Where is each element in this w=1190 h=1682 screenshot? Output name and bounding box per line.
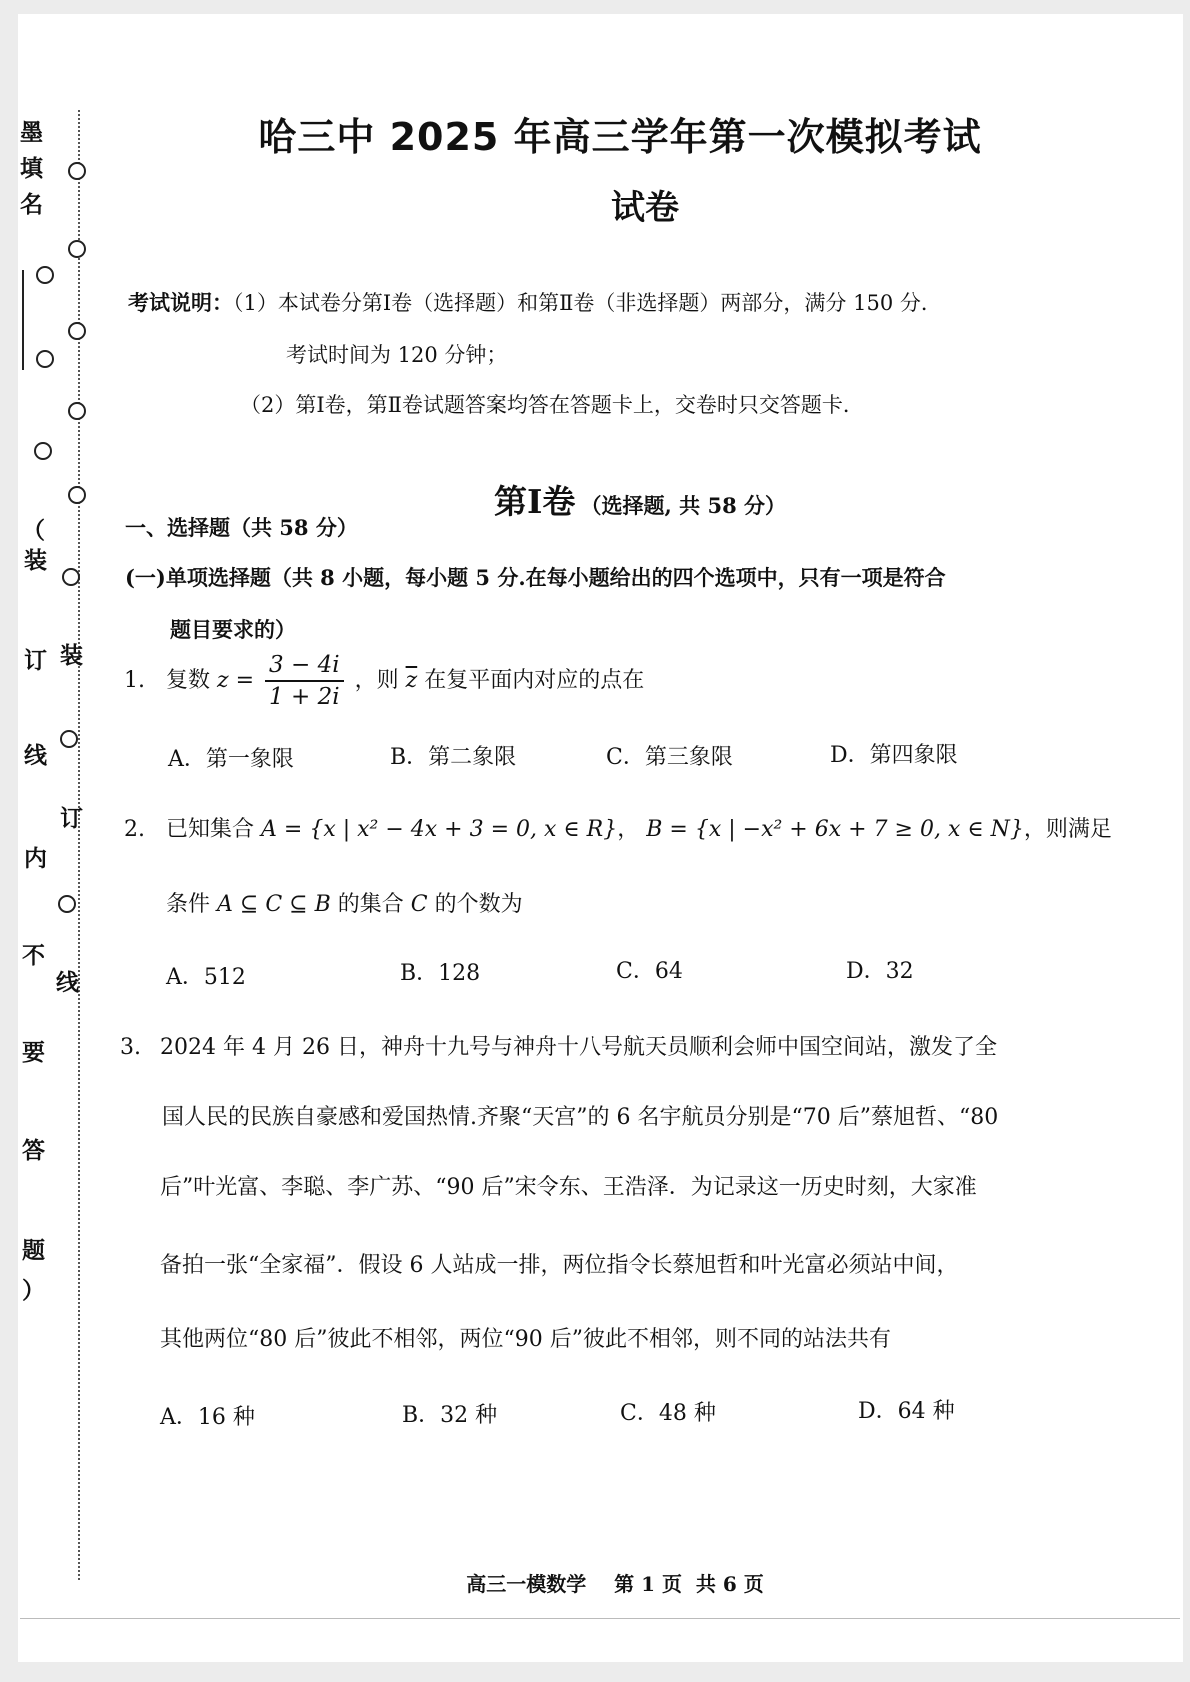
- volume-title: 第Ⅰ卷: [494, 482, 576, 521]
- question-number: 1.: [124, 668, 145, 693]
- question-3-line-3: 后”叶光富、李聪、李广苏、“90 后”宋令东、王浩泽．为记录这一历史时刻，大家准: [160, 1175, 977, 1200]
- question-text: 条件: [166, 892, 211, 917]
- margin-char: 订: [24, 648, 47, 674]
- question-number: 2.: [124, 817, 145, 842]
- question-2-line-1: [124, 812, 1112, 843]
- binding-hole-icon: [68, 162, 86, 180]
- instructions-item-1-cont: 考试时间为 120 分钟；: [286, 343, 508, 367]
- question-number: 3.: [120, 1035, 141, 1060]
- binding-hole-icon: [36, 266, 54, 284]
- question-text: 的个数为: [434, 892, 523, 917]
- section-subheading: (一)单项选择题（共 8 小题，每小题 5 分.在每小题给出的四个选项中，只有一项是符合: [125, 565, 946, 590]
- option-b: B．32 种: [402, 1403, 498, 1428]
- question-3-line-2: 国人民的民族自豪感和爱国热情.齐聚“天宫”的 6 名宇航员分别是“70 后”蔡旭哲、“80: [162, 1105, 999, 1130]
- binding-hole-icon: [34, 442, 52, 460]
- margin-char: 装: [60, 643, 83, 669]
- fraction-denominator: 1 + 2i: [269, 684, 340, 710]
- conjugate-z: $\overline{z}$: [405, 668, 418, 693]
- binding-hole-icon: [68, 240, 86, 258]
- exam-title: 哈三中 2025 年高三学年第一次模拟考试: [258, 115, 982, 159]
- section-heading: 一、选择题（共 58 分）: [125, 515, 358, 540]
- fraction-numerator: 3 − 4i: [265, 652, 344, 682]
- margin-char: 订: [60, 806, 83, 832]
- margin-char: 线: [24, 743, 47, 769]
- subset-condition: A ⊆ C ⊆ B: [217, 892, 331, 917]
- option-b: B．第二象限: [390, 745, 517, 770]
- option-a: A．第一象限: [168, 747, 294, 772]
- question-text: 复数: [166, 668, 211, 693]
- instructions-label: 考试说明：: [128, 290, 233, 315]
- binding-hole-icon: [68, 322, 86, 340]
- option-d: D．32: [846, 959, 914, 984]
- divider: [20, 1618, 1180, 1619]
- question-text: 的集合: [337, 892, 404, 917]
- question-text: ，则: [354, 668, 399, 693]
- set-a-expression: A = {x | x² − 4x + 3 = 0, x ∈ R}: [261, 817, 618, 842]
- option-c: C．48 种: [620, 1401, 716, 1426]
- fraction: [265, 652, 344, 710]
- margin-char: 不: [22, 943, 45, 969]
- binding-hole-icon: [36, 350, 54, 368]
- option-d: D．第四象限: [830, 743, 958, 768]
- margin-char: （: [22, 518, 45, 544]
- set-b-expression: B = {x | −x² + 6x + 7 ≥ 0, x ∈ N}: [646, 817, 1024, 842]
- question-3-line-5: 其他两位“80 后”彼此不相邻，两位“90 后”彼此不相邻，则不同的站法共有: [160, 1327, 891, 1352]
- question-text: 在复平面内对应的点在: [424, 668, 645, 693]
- instructions-item-2: （2）第Ⅰ卷，第Ⅱ卷试题答案均答在答题卡上，交卷时只交答题卡．: [240, 393, 864, 417]
- exam-subtitle: 试卷: [611, 188, 679, 228]
- question-text: 2024 年 4 月 26 日，神舟十九号与神舟十八号航天员顺利会师中国空间站，激发了全: [160, 1035, 997, 1060]
- volume-note: （选择题, 共 58 分）: [580, 493, 786, 518]
- margin-char: 要: [22, 1040, 45, 1066]
- page-footer: 高三一模数学 第 1 页 共 6 页: [466, 1572, 764, 1596]
- option-a: A．16 种: [160, 1405, 255, 1430]
- binding-hole-icon: [58, 895, 76, 913]
- question-text: ，则满足: [1023, 817, 1112, 842]
- margin-char: 墨: [20, 120, 43, 146]
- option-a: A．512: [166, 965, 246, 990]
- margin-char: ）: [22, 1278, 45, 1304]
- instructions-line-1: [128, 287, 942, 317]
- option-d: D．64 种: [858, 1399, 955, 1424]
- instructions-item-1: （1）本试卷分第Ⅰ卷（选择题）和第Ⅱ卷（非选择题）两部分，满分 150 分．: [233, 291, 942, 315]
- question-1: [124, 652, 644, 710]
- binding-hole-icon: [68, 402, 86, 420]
- math-var: z =: [217, 668, 255, 693]
- margin-char: 答: [22, 1138, 45, 1164]
- question-2-line-2: [166, 887, 523, 918]
- question-3-line-1: [120, 1030, 997, 1061]
- binding-hole-icon: [62, 568, 80, 586]
- margin-char: 装: [24, 548, 47, 574]
- question-text: 已知集合: [166, 817, 255, 842]
- binding-bar: [22, 270, 24, 370]
- binding-hole-icon: [60, 730, 78, 748]
- margin-char: 填: [20, 156, 43, 182]
- margin-char: 题: [22, 1238, 45, 1264]
- margin-char: 线: [56, 970, 79, 996]
- question-text: ，: [617, 817, 640, 842]
- margin-char: 名: [20, 192, 43, 218]
- set-c: C: [410, 892, 428, 917]
- option-c: C．第三象限: [606, 745, 733, 770]
- option-b: B．128: [400, 961, 481, 986]
- margin-char: 内: [24, 846, 47, 872]
- option-c: C．64: [616, 959, 683, 984]
- question-3-line-4: 备拍一张“全家福”．假设 6 人站成一排，两位指令长蔡旭哲和叶光富必须站中间，: [160, 1253, 959, 1278]
- section-subheading-cont: 题目要求的）: [170, 617, 296, 642]
